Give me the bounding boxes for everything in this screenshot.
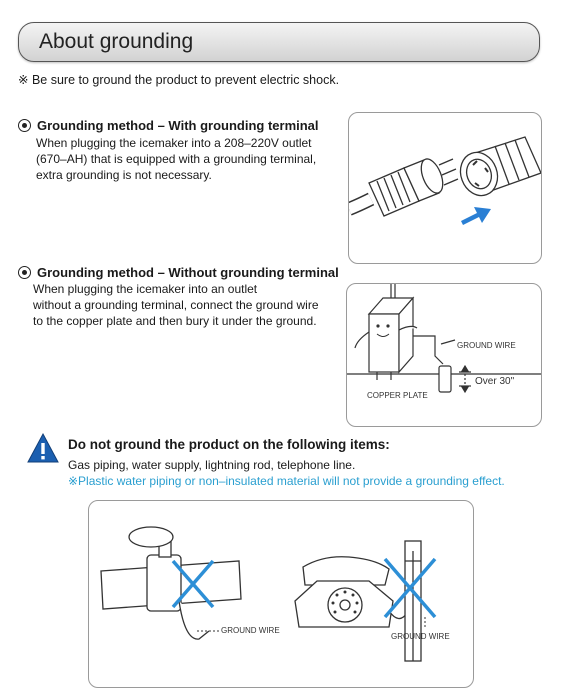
section1-line: When plugging the icemaker into a 208–220V outlet [36, 136, 312, 150]
insert-arrow-icon [461, 207, 491, 225]
section2-line: When plugging the icemaker into an outlet [33, 282, 258, 296]
bullet-icon [18, 119, 31, 132]
right-ground-wire-label: GROUND WIRE [391, 632, 450, 641]
warning-note: ※Plastic water piping or non–insulated material will not provide a grounding effect. [68, 474, 505, 488]
plug-figure [348, 112, 542, 264]
section2-line: without a grounding terminal, connect the ground wire [33, 298, 319, 312]
section2-heading [18, 265, 339, 280]
depth-label: Over 30" [475, 376, 515, 387]
section1-line: (670–AH) that is equipped with a grounding terminal, [36, 152, 317, 166]
page-title: About grounding [39, 30, 194, 53]
left-ground-wire-label: GROUND WIRE [221, 626, 280, 635]
section2-heading-text: Grounding method – Without grounding terminal [37, 265, 339, 280]
section1-heading-text: Grounding method – With grounding terminal [37, 118, 319, 133]
section1-line: extra grounding is not necessary. [36, 168, 212, 182]
plug-illustration [349, 113, 541, 263]
ground-wire-illustration [347, 284, 541, 426]
section2-line: to the copper plate and then bury it under the ground. [33, 314, 317, 328]
section1-heading [18, 118, 319, 133]
title-bar [18, 22, 540, 62]
ground-wire-label: GROUND WIRE [457, 341, 516, 350]
do-not-ground-illustration [89, 501, 473, 687]
warning-heading: Do not ground the product on the following items: [68, 437, 390, 452]
warning-icon [26, 432, 60, 464]
safety-note: ※ Be sure to ground the product to prevent electric shock. [18, 73, 340, 87]
ground-wire-figure [346, 283, 542, 427]
bullet-icon [18, 266, 31, 279]
do-not-ground-figure [88, 500, 474, 688]
copper-plate-label: COPPER PLATE [367, 391, 428, 400]
warning-line: Gas piping, water supply, lightning rod, telephone line. [68, 458, 356, 472]
